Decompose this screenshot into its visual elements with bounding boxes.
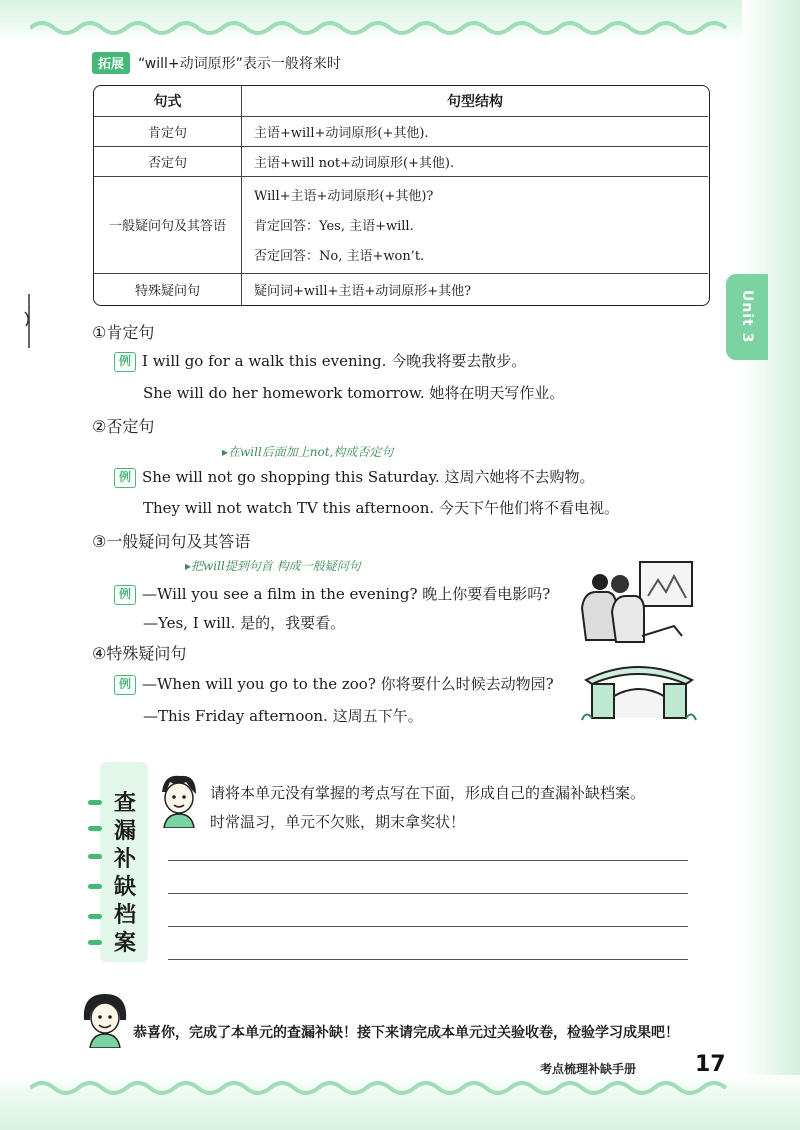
review-title [110, 790, 140, 958]
example-label: 例 [114, 352, 136, 372]
example-sentence: —This Friday afternoon. 这周五下午。 [143, 707, 423, 725]
review-title-char: 漏 [113, 819, 136, 844]
table-cell-type: 肯定句 [94, 116, 242, 146]
example-line [114, 466, 594, 488]
review-dash [88, 884, 102, 889]
review-title-char: 查 [113, 791, 136, 816]
writing-line[interactable] [168, 926, 688, 927]
top-wave-decor [30, 16, 730, 38]
congrats-message: 恭喜你，完成了本单元的查漏补缺！接下来请完成本单元过关验收卷，检验学习成果吧！ [133, 1025, 679, 1041]
table-cell-structure: 主语+will+动词原形(+其他). [254, 125, 429, 141]
section-title: ③一般疑问句及其答语 [92, 532, 251, 551]
example-sentence: —Yes, I will. 是的，我要看。 [143, 614, 346, 632]
review-dash [88, 826, 102, 831]
review-title-char: 档 [113, 903, 136, 928]
structure-line: 肯定回答：Yes, 主语+will. [254, 218, 414, 234]
table-cell-type: 否定句 [94, 146, 242, 176]
section-title: ②否定句 [92, 417, 155, 436]
example-sentence: —When will you go to the zoo? 你将要什么时候去动物园? [142, 675, 554, 693]
structure-line: Will+主语+动词原形(+其他)? [254, 189, 434, 205]
extension-badge: 拓展 [92, 52, 130, 74]
table-row [94, 146, 708, 177]
example-line [114, 673, 554, 695]
margin-pen-mark [22, 292, 36, 350]
example-line [114, 583, 550, 605]
example-line [114, 350, 526, 372]
review-dash [88, 914, 102, 919]
review-title-char: 案 [113, 931, 136, 956]
extension-text: “will+动词原形”表示一般将来时 [138, 56, 341, 72]
girl-avatar-illustration [80, 990, 130, 1048]
example-sentence: —Will you see a film in the evening? 晚上你要看电影吗? [142, 585, 551, 603]
bottom-wave-decor [30, 1078, 730, 1100]
unit-tab [726, 274, 768, 360]
page-number: 17 [695, 1052, 726, 1077]
review-title-char: 补 [113, 847, 136, 872]
example-label: 例 [114, 585, 136, 605]
review-prompt-line: 请将本单元没有掌握的考点写在下面，形成自己的查漏补缺档案。 [210, 784, 646, 802]
extension-heading [92, 52, 341, 74]
example-sentence: I will go for a walk this evening. 今晚我将要去散步。 [142, 352, 527, 370]
table-header-structure: 句型结构 [447, 94, 503, 110]
table-row [94, 273, 708, 305]
sentence-pattern-table [93, 85, 710, 306]
review-dash [88, 940, 102, 945]
table-cell-type: 特殊疑问句 [94, 273, 242, 305]
right-decor-strip [742, 0, 800, 1130]
structure-line: 否定回答：No, 主语+won’t. [254, 248, 425, 264]
example-sentence: They will not watch TV this afternoon. 今天下午他们将不看电视。 [143, 499, 619, 517]
example-label: 例 [114, 675, 136, 695]
review-title-char: 缺 [113, 875, 136, 900]
writing-line[interactable] [168, 893, 688, 894]
footer-book-title: 考点梳理补缺手册 [540, 1062, 637, 1076]
table-row [94, 176, 708, 274]
review-prompt-line: 时常温习，单元不欠账，期末拿奖状！ [210, 813, 466, 831]
zoo-gate-illustration [578, 658, 700, 724]
review-sidebar [86, 762, 150, 962]
handwritten-note: ▸在will后面加上not,构成否定句 [222, 445, 394, 459]
boy-avatar-illustration [156, 772, 202, 828]
section-title: ④特殊疑问句 [92, 644, 187, 663]
unit-tab-label: Unit 3 [739, 290, 755, 344]
review-dash [88, 854, 102, 859]
table-header-row [94, 86, 708, 117]
review-dash [88, 800, 102, 805]
table-header-type: 句式 [94, 86, 242, 116]
example-label: 例 [114, 468, 136, 488]
table-cell-structure: 主语+will not+动词原形(+其他). [254, 155, 455, 171]
table-cell-type: 一般疑问句及其答语 [94, 176, 242, 273]
table-cell-structure [254, 176, 702, 273]
cinema-illustration [578, 556, 696, 648]
handwritten-note: ▸把will提到句首 构成一般疑问句 [185, 559, 361, 573]
writing-line[interactable] [168, 860, 688, 861]
writing-line[interactable] [168, 959, 688, 960]
table-row [94, 116, 708, 147]
section-title: ①肯定句 [92, 323, 155, 342]
example-sentence: She will do her homework tomorrow. 她将在明天写作业。 [143, 384, 565, 402]
table-cell-structure: 疑问词+will+主语+动词原形+其他? [254, 283, 472, 299]
example-sentence: She will not go shopping this Saturday. 这周六她将不去购物。 [142, 468, 595, 486]
